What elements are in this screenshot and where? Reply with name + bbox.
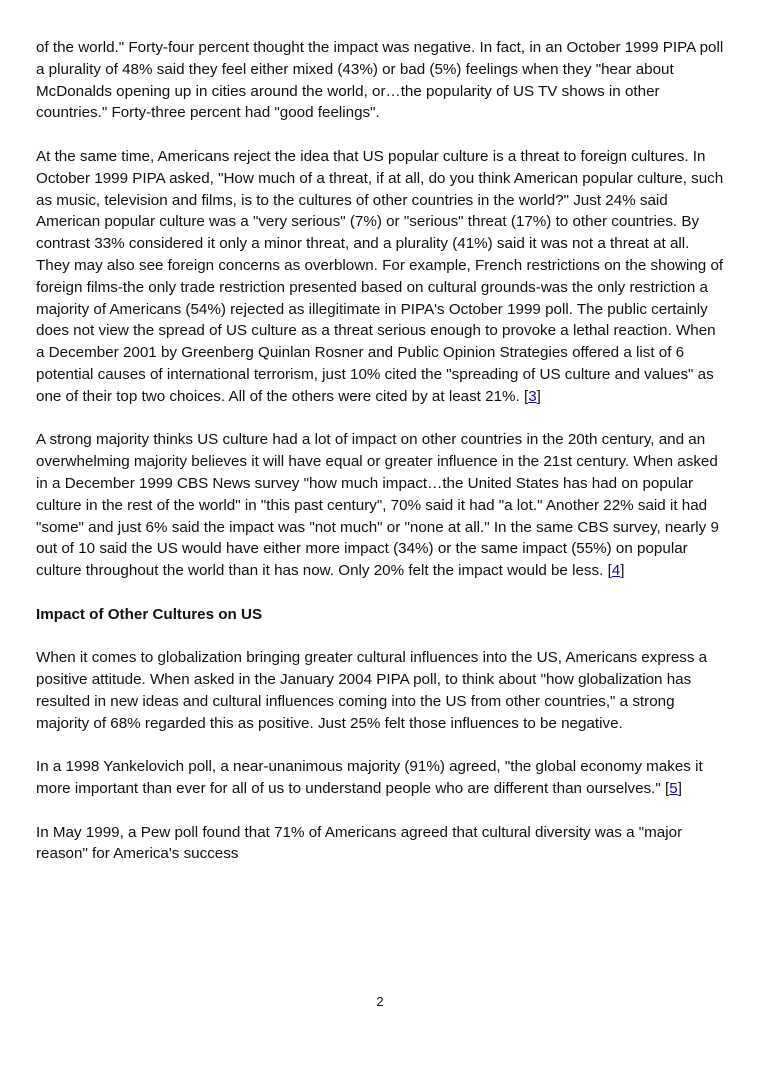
paragraph-text: At the same time, Americans reject the idea that US popular culture is a threat to foreign cultures. In October 1999 PIPA asked, "How much of a threat, if at all, do you think American popular culture, such as music, television and films, is to the cultures of other countries in the world?" Just 24% said American popular culture was a "very serious" (7%) or "serious" threat (17%) to other countries. By contrast 33% considered it only a minor threat, and a plurality (41%) said it was not a threat at all. They may also see foreign concerns as overblown. For example, French restrictions on the showing of foreign films-the only trade restriction presented based on cultural grounds-was the only restriction a majority of Americans (54%) rejected as illegitimate in PIPA's October 1999 poll. The public certainly does not view the spread of US culture as a threat serious enough to provoke a lethal reaction. When a December 2001 by Greenberg Quinlan Rosner and Public Opinion Strategies offered a list of 6 potential causes of international terrorism, just 10% cited the "spreading of US culture and values" as one of their top two choices. All of the others were cited by at least 21%. — [36, 147, 724, 405]
footnote-link-5[interactable]: 5 — [669, 780, 678, 798]
paragraph-mcdonalds-feelings — [36, 37, 726, 124]
section-heading: Impact of Other Cultures on US — [36, 605, 263, 623]
footnote-link-3[interactable]: 3 — [528, 387, 537, 405]
paragraph-20th-century-impact: A strong majority thinks US culture had a lot of impact on other countries in the 20th century, and an overwhelming majority believes it will have equal or greater influence in the 21st century. When asked in a December 1999 CBS News survey "how much impact…the United States has had on popular culture in the rest of the world" in "this past century", 70% said it had "a lot." Another 22% said it had "some" and just 6% said the impact was "not much" or "none at all." In the same CBS survey, nearly 9 out of 10 said the US would have either more impact (34%) or the same impact (55%) on popular culture throughout the world than it has now. Only 20% felt the impact would be less. [4] — [36, 431, 719, 580]
paragraph-text: In May 1999, a Pew poll found that 71% of Americans agreed that cultural diversity was a "major reason" for America's success — [36, 823, 683, 863]
document-body — [36, 37, 726, 887]
page-number: 2 — [376, 994, 384, 1009]
paragraph-pew-poll — [36, 822, 726, 866]
paragraph-text: When it comes to globalization bringing greater cultural influences into the US, Americans express a positive attitude. When asked in the January 2004 PIPA poll, to think about "how globalization has resulted in new ideas and cultural influences coming into the US from other countries," a strong majority of 68% regarded this as positive. Just 25% felt those influences to be negative. — [36, 649, 708, 732]
paragraph-globalization-influences — [36, 647, 726, 734]
paragraph-culture-threat: At the same time, Americans reject the idea that US popular culture is a threat to foreign cultures. In October 1999 PIPA asked, "How much of a threat, if at all, do you think American popular culture, such as music, television and films, is to the cultures of other countries in the world?" Just 24% said American popular culture was a "very serious" (7%) or "serious" threat (17%) to other countries. By contrast 33% considered it only a minor threat, and a plurality (41%) said it was not a threat at all. They may also see foreign concerns as overblown. For example, French restrictions on the showing of foreign films-the only trade restriction presented based on cultural grounds-was the only restriction a majority of Americans (54%) rejected as illegitimate in PIPA's October 1999 poll. The public certainly does not view the spread of US culture as a threat serious enough to provoke a lethal reaction. When a December 2001 by Greenberg Quinlan Rosner and Public Opinion Strategies offered a list of 6 potential causes of international terrorism, just 10% cited the "spreading of US culture and values" as one of their top two choices. All of the others were cited by at least 21%. [3] — [36, 147, 724, 405]
paragraph-text: A strong majority thinks US culture had a lot of impact on other countries in the 20th century, and an overwhelming majority believes it will have equal or greater influence in the 21st century. When asked in a December 1999 CBS News survey "how much impact…the United States has had on popular culture in the rest of the world" in "this past century", 70% said it had "a lot." Another 22% said it had "some" and just 6% said the impact was "not much" or "none at all." In the same CBS survey, nearly 9 out of 10 said the US would have either more impact (34%) or the same impact (55%) on popular culture throughout the world than it has now. Only 20% felt the impact would be less. — [36, 431, 719, 580]
paragraph-text: In a 1998 Yankelovich poll, a near-unanimous majority (91%) agreed, "the global economy makes it more important than ever for all of us to understand people who are different than ourselves." — [36, 758, 703, 798]
footnote-link-4[interactable]: 4 — [611, 562, 621, 580]
paragraph-yankelovich-poll: In a 1998 Yankelovich poll, a near-unanimous majority (91%) agreed, "the global economy makes it more important than ever for all of us to understand people who are different than ourselves." [5] — [36, 758, 703, 798]
paragraph-text: of the world." Forty-four percent thought the impact was negative. In fact, in an October 1999 PIPA poll a plurality of 48% said they feel either mixed (43%) or bad (5%) feelings when they "hear about McDonalds opening up in cities around the world, or…the popularity of US TV shows in other countries." Forty-three percent had "good feelings". — [36, 39, 724, 122]
